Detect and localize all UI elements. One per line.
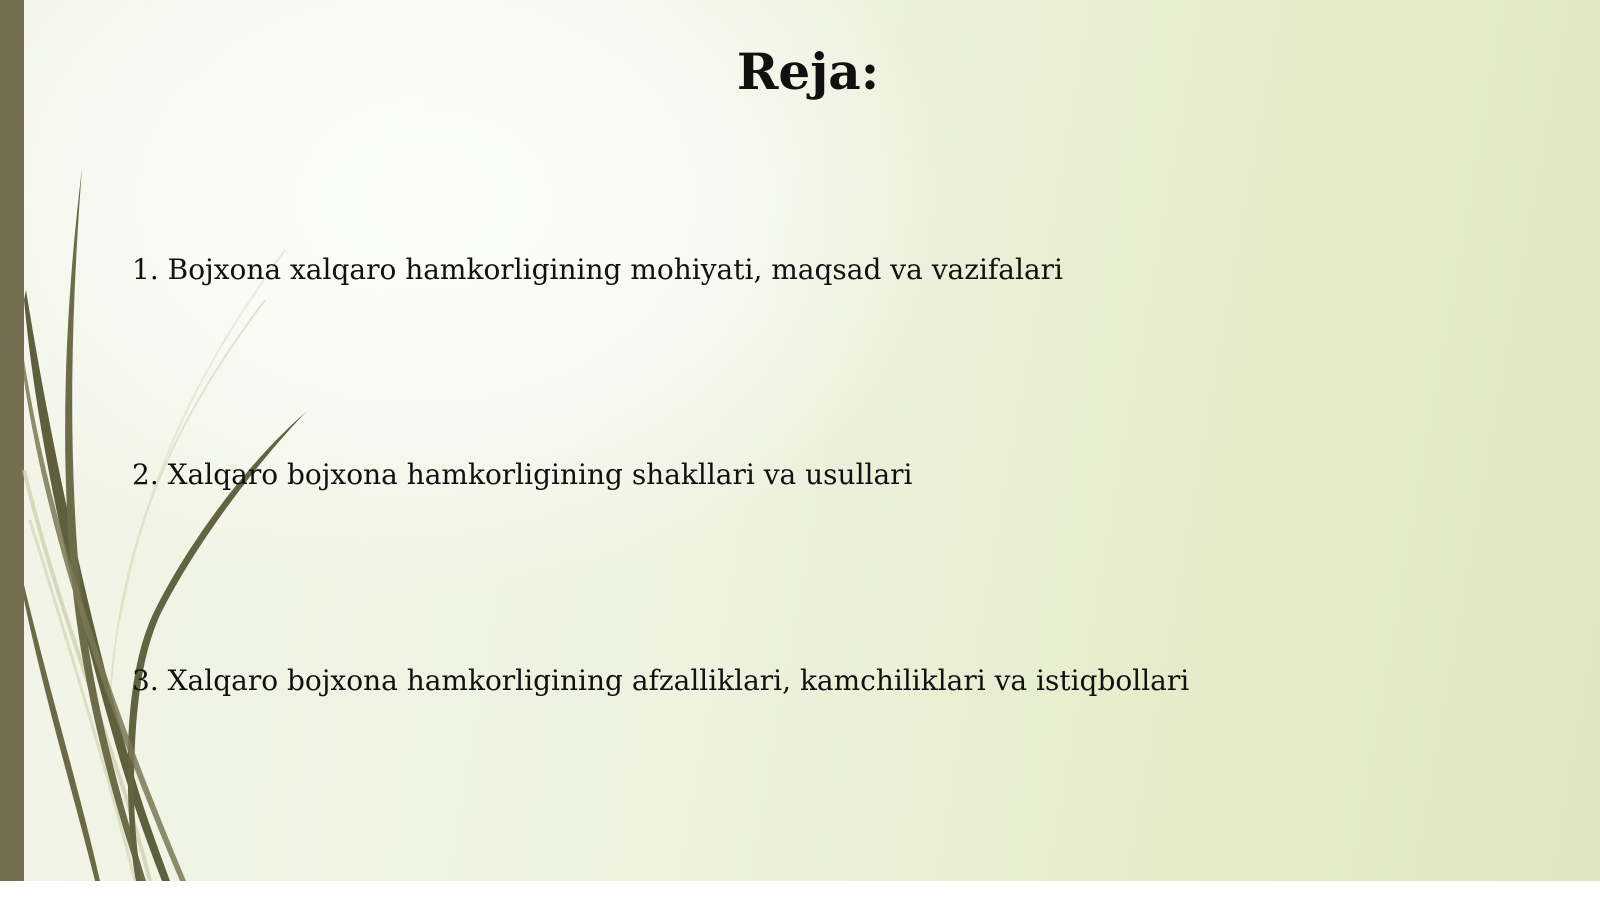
plan-item-2: 2. Xalqaro bojxona hamkorligining shakllari va usullari (132, 458, 913, 491)
grass-decoration (0, 0, 340, 899)
plan-item-3: 3. Xalqaro bojxona hamkorligining afzalliklari, kamchiliklari va istiqbollari (132, 664, 1190, 697)
slide-title: Reja: (736, 42, 880, 101)
bottom-margin (0, 881, 1600, 899)
grass-blade-faint-3 (110, 300, 265, 700)
plan-item-1: 1. Bojxona xalqaro hamkorligining mohiyati, maqsad va vazifalari (132, 253, 1063, 286)
